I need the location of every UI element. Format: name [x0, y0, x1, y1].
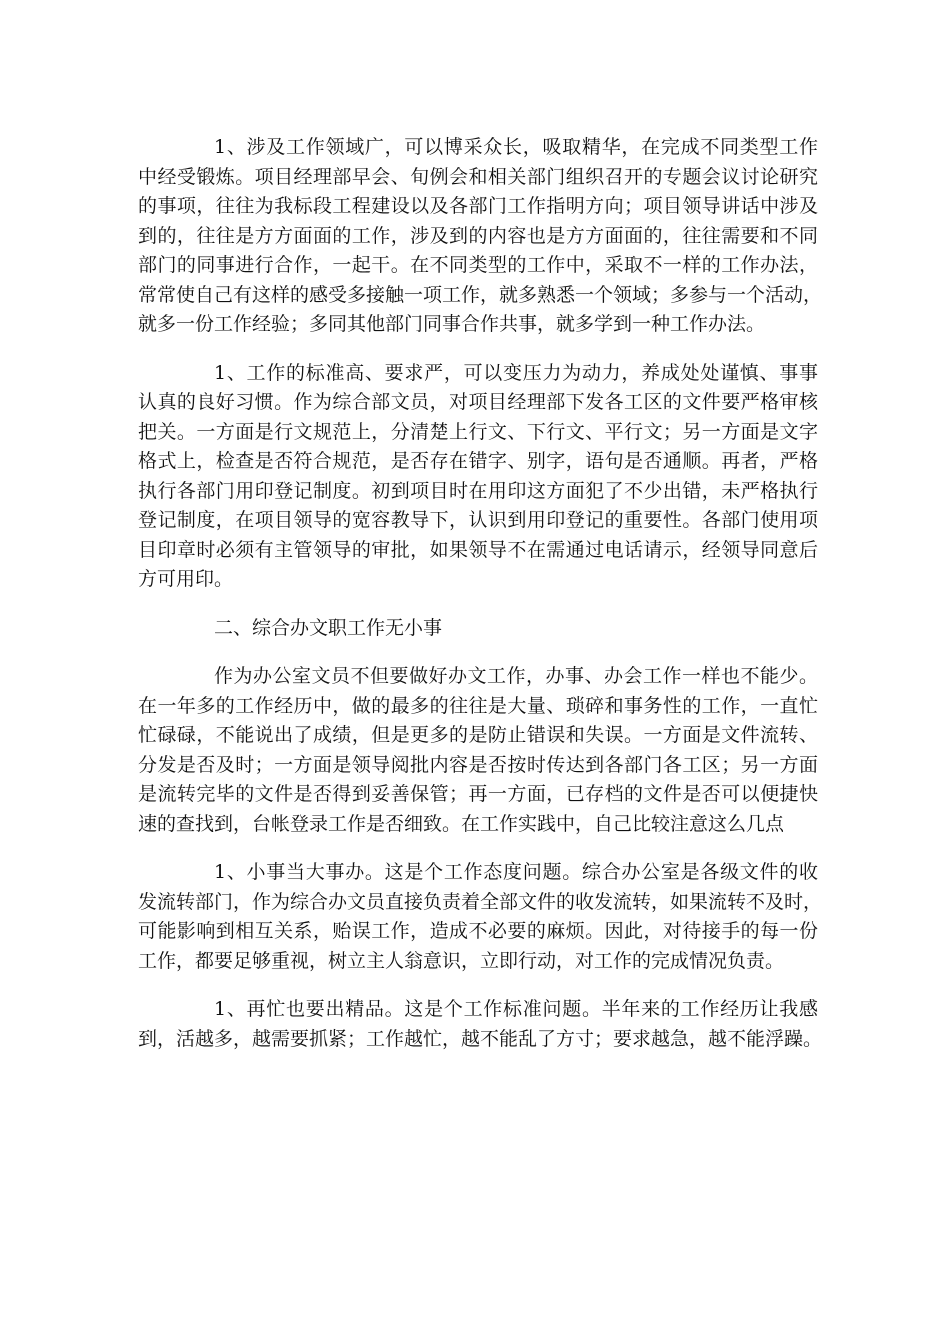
text-line: 忙碌碌，不能说出了成绩，但是更多的是防止错误和失误。一方面是文件流转、	[138, 724, 818, 746]
text-line: 到的，往往是方方面面的工作，涉及到的内容也是方方面面的，往往需要和不同	[138, 224, 818, 247]
paragraph-5	[138, 858, 823, 976]
text-line: 认真的良好习惯。作为综合部文员，对项目经理部下发各工区的文件要严格审核	[138, 391, 818, 413]
text-line: 作为办公室文员不但要做好办文工作，办事、办会工作一样也不能少。	[214, 665, 818, 687]
document-body	[138, 133, 823, 1073]
text-line: 格式上，检查是否符合规范，是否存在错字、别字，语句是否通顺。再者，严格	[138, 450, 818, 472]
section-heading-text: 二、综合办文职工作无小事	[214, 616, 443, 639]
text-line: 中经受锻炼。项目经理部早会、旬例会和相关部门组织召开的专题会议讨论研究	[138, 165, 818, 188]
text-line: 可能影响到相互关系，贻误工作，造成不必要的麻烦。因此，对待接手的每一份	[138, 920, 818, 942]
text-line: 1、再忙也要出精品。这是个工作标准问题。半年来的工作经历让我感	[214, 998, 818, 1020]
paragraph-2	[138, 359, 818, 595]
text-line: 是流转完毕的文件是否得到妥善保管；再一方面，已存档的文件是否可以便捷快	[138, 783, 818, 805]
text-line: 到，活越多，越需要抓紧；工作越忙，越不能乱了方寸；要求越急，越不能浮躁。	[138, 1027, 823, 1050]
paragraph-6	[138, 995, 823, 1054]
text-line: 的事项，往往为我标段工程建设以及各部门工作指明方向；项目领导讲话中涉及	[138, 195, 818, 217]
text-line: 发流转部门，作为综合办文员直接负责着全部文件的收发流转，如果流转不及时，	[138, 890, 823, 913]
text-line: 工作，都要足够重视，树立主人翁意识，立即行动，对工作的完成情况负责。	[138, 949, 785, 972]
text-line: 速的查找到，台帐登录工作是否细致。在工作实践中，自己比较注意这么几点	[138, 812, 785, 835]
paragraph-1	[138, 133, 823, 340]
text-line: 1、涉及工作领域广，可以博采众长，吸取精华，在完成不同类型工作	[214, 136, 818, 158]
text-line: 把关。一方面是行文规范上，分清楚上行文、下行文、平行文；另一方面是文字	[138, 420, 818, 443]
text-line: 1、工作的标准高、要求严，可以变压力为动力，养成处处谨慎、事事	[214, 361, 818, 384]
text-line: 部门的同事进行合作，一起干。在不同类型的工作中，采取不一样的工作办法，	[138, 254, 818, 276]
text-line: 1、小事当大事办。这是个工作态度问题。综合办公室是各级文件的收	[214, 861, 818, 883]
paragraph-4	[138, 662, 818, 839]
text-line: 执行各部门用印登记制度。初到项目时在用印这方面犯了不少出错，未严格执行	[138, 479, 818, 502]
text-line: 分发是否及时；一方面是领导阅批内容是否按时传达到各部门各工区；另一方面	[138, 753, 818, 776]
section-heading	[138, 614, 818, 644]
text-line: 方可用印。	[138, 568, 234, 590]
text-line: 常常使自己有这样的感受多接触一项工作，就多熟悉一个领域；多参与一个活动，	[138, 283, 823, 306]
text-line: 目印章时必须有主管领导的审批，如果领导不在需通过电话请示，经领导同意后	[138, 538, 818, 561]
text-line: 就多一份工作经验；多同其他部门同事合作共事，就多学到一种工作办法。	[138, 313, 766, 335]
text-line: 在一年多的工作经历中，做的最多的往往是大量、琐碎和事务性的工作，一直忙	[138, 694, 818, 717]
text-line: 登记制度，在项目领导的宽容教导下，认识到用印登记的重要性。各部门使用项	[138, 509, 818, 531]
